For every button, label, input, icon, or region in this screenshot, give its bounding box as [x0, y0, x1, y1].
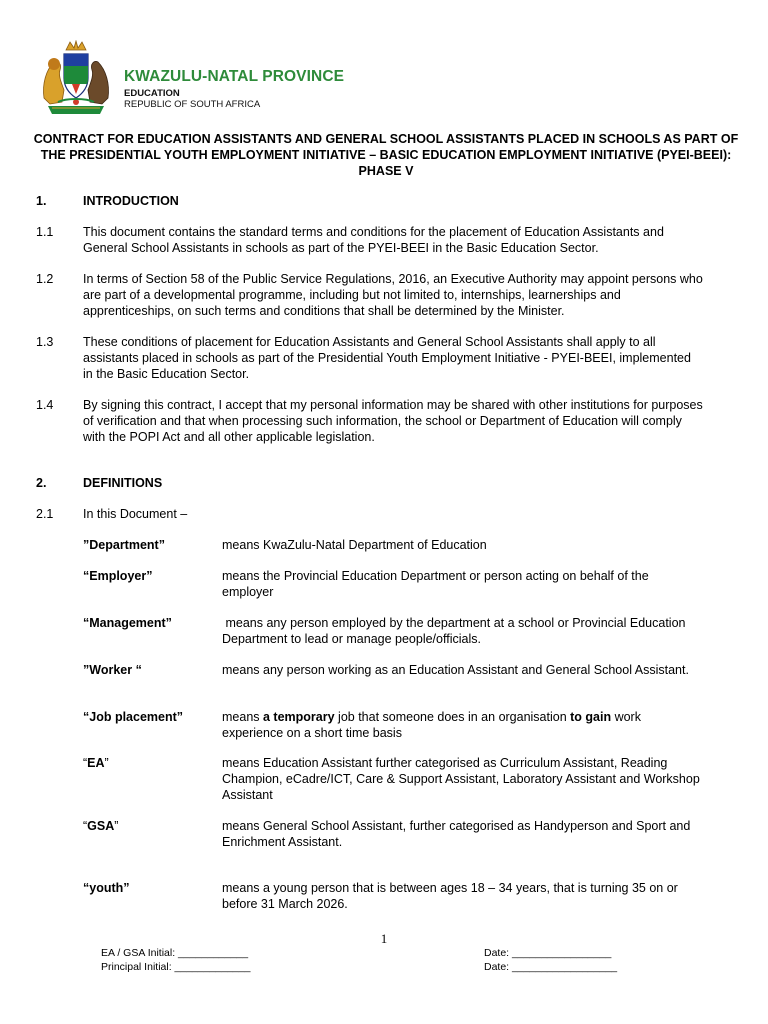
principal-initial-field: Principal Initial: _____________ [101, 961, 251, 973]
definition-term [83, 819, 118, 835]
meaning-emphasis: a temporary [263, 710, 335, 724]
definition-term [83, 756, 109, 772]
department-logo [36, 40, 356, 116]
meaning-text: means [222, 710, 263, 724]
ea-date-field: Date: _________________ [484, 947, 612, 959]
contract-title: CONTRACT FOR EDUCATION ASSISTANTS AND GENERAL SCHOOL ASSISTANTS PLACED IN SCHOOLS AS PART OF THE PRESIDENTIAL YOUTH EMPLOYMENT INITIATIVE – BASIC EDUCATION EMPLOYMENT INITIATIVE (PYEI-BEEI): PHASE V [33, 132, 739, 178]
term-text: EA [87, 756, 105, 770]
section-number: 1. [36, 194, 47, 208]
clause-number: 1.1 [36, 225, 54, 239]
definition-meaning: means Education Assistant further categorised as Curriculum Assistant, Reading Champion, eCadre/ICT, Care & Support Assistant, Laboratory Assistant and Workshop Assistant [222, 756, 700, 802]
definition-term: “Management” [83, 616, 172, 630]
definition-meaning [222, 710, 702, 742]
definition-term: ”Department” [83, 538, 165, 552]
meaning-text: job that someone does in an organisation [334, 710, 571, 724]
clause-text: By signing this contract, I accept that my personal information may be shared with other institutions for purposes of verification and that when processing such information, the school or Department of Education will comply with the POPI Act and all other applicable legislation. [83, 398, 703, 444]
province-name: KWAZULU-NATAL PROVINCE [124, 68, 345, 85]
term-quote: “ [83, 819, 88, 833]
definition-term: ”Worker “ [83, 663, 142, 677]
principal-date-field: Date: __________________ [484, 961, 618, 973]
clause-text: In terms of Section 58 of the Public Service Regulations, 2016, an Executive Authority may appoint persons who are part of a developmental programme, including but not limited to, internships, learnerships and apprenticeships, on such terms and conditions that shall be determined by the Minister. [83, 272, 703, 318]
clause-text: In this Document – [83, 507, 188, 521]
term-quote: ” [104, 756, 109, 770]
clause-number: 2.1 [36, 507, 54, 521]
definition-meaning: means KwaZulu-Natal Department of Education [222, 538, 487, 552]
definition-meaning: means General School Assistant, further categorised as Handyperson and Sport and Enrichment Assistant. [222, 819, 691, 849]
republic-name: REPUBLIC OF SOUTH AFRICA [124, 99, 261, 110]
term-text: GSA [87, 819, 115, 833]
definition-meaning: means any person working as an Education Assistant and General School Assistant. [222, 663, 689, 677]
section-number: 2. [36, 476, 47, 490]
section-title: DEFINITIONS [83, 476, 163, 490]
ea-gsa-initial-field: EA / GSA Initial: ____________ [101, 947, 249, 959]
coat-of-arms-icon [36, 40, 116, 116]
clause-number: 1.4 [36, 398, 54, 412]
definition-term: “Job placement” [83, 710, 184, 724]
meaning-text: work experience on a short time basis [222, 710, 645, 740]
definition-meaning: means any person employed by the department at a school or Provincial Education Department to lead or manage people/officials. [222, 616, 689, 646]
definition-term: “Employer” [83, 569, 153, 583]
definition-meaning: means the Provincial Education Department or person acting on behalf of the employer [222, 569, 649, 599]
term-quote: ” [114, 819, 119, 833]
page-number: 1 [380, 931, 388, 946]
department-name: EDUCATION [124, 88, 180, 99]
clause-text: This document contains the standard terms and conditions for the placement of Education Assistants and General School Assistants in schools as part of the PYEI-BEEI in the Basic Education Sector. [83, 225, 664, 255]
definition-term: “youth” [83, 881, 130, 895]
clause-number: 1.3 [36, 335, 54, 349]
definition-meaning: means a young person that is between ages 18 – 34 years, that is turning 35 on or before 31 March 2026. [222, 881, 678, 911]
clause-text: These conditions of placement for Education Assistants and General School Assistants shall apply to all assistants placed in schools as part of the Presidential Youth Employment Initiative - PYEI-BEEI, implemented in the Basic Education Sector. [83, 335, 691, 381]
section-title: INTRODUCTION [83, 194, 179, 208]
clause-number: 1.2 [36, 272, 54, 286]
term-quote: “ [83, 756, 88, 770]
meaning-emphasis: to gain [570, 710, 612, 724]
